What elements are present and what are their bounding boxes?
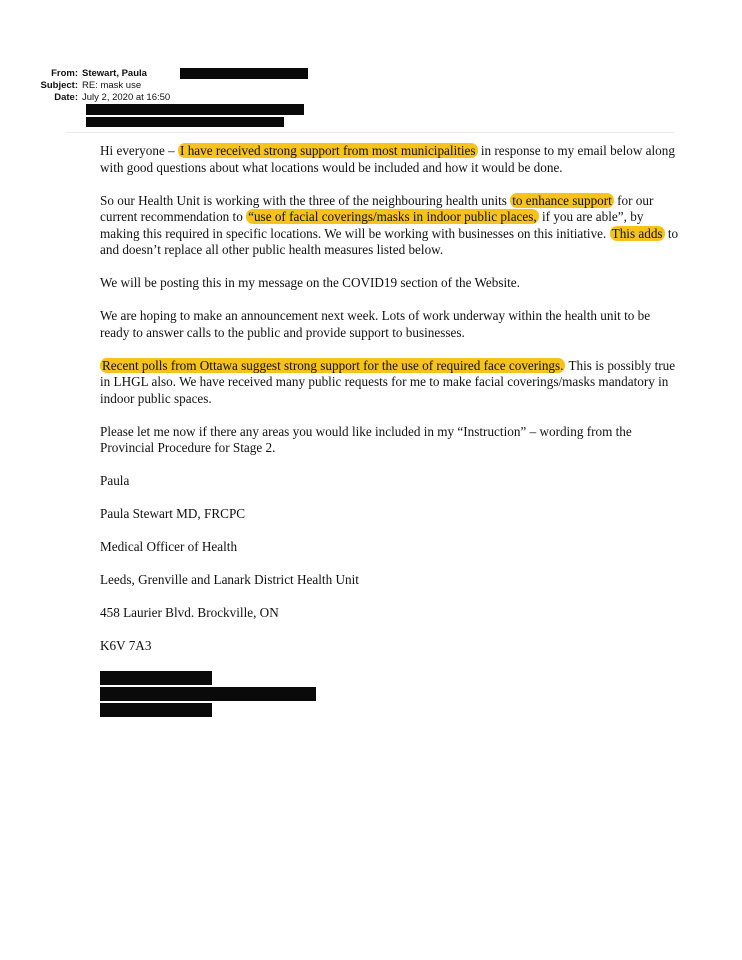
signature-postal: K6V 7A3 xyxy=(100,638,152,653)
p5-text-end: This is possibly true in LHGL also. We have received many public requests for me to make facial coverings/masks mandatory in indoor public spaces. xyxy=(100,357,676,406)
closing-name: Paula xyxy=(100,473,130,488)
signature-name: Paula Stewart MD, FRCPC xyxy=(100,506,246,521)
header-divider xyxy=(66,132,674,133)
paragraph-6: Please let me now if there any areas you would like included in my “Instruction” – wording from the Provincial Procedure for Stage 2. xyxy=(100,423,632,455)
email-body xyxy=(100,143,680,717)
p5-highlight: Recent polls from Ottawa suggest strong support for the use of required face coverings. xyxy=(102,357,564,373)
p2-highlight-3: This adds xyxy=(611,225,663,241)
p2-highlight-2: “use of facial coverings/masks in indoor public places, xyxy=(248,209,537,224)
signature-block xyxy=(100,506,680,717)
redaction-recipients-2 xyxy=(86,117,284,127)
paragraph-2 xyxy=(100,193,680,259)
p2-text-3: if you are able”, by making this required in specific locations. We will be working with businesses on this initiative. xyxy=(100,209,644,241)
redaction-recipients-1 xyxy=(86,104,304,115)
redaction-from-email xyxy=(180,68,308,79)
p1-text-end: in response to my email below along with good questions about what locations would be included and how it would be done. xyxy=(100,143,675,175)
p2-text-2: for our current recommendation to xyxy=(100,192,654,224)
paragraph-5 xyxy=(100,358,680,408)
signature-address: 458 Laurier Blvd. Brockville, ON xyxy=(100,605,279,620)
p2-text-1: So our Health Unit is working with the three of the neighbouring health units xyxy=(100,192,511,208)
date-row xyxy=(8,92,408,104)
redaction-signature-3 xyxy=(100,703,212,717)
from-value: Stewart, Paula xyxy=(82,68,147,79)
redaction-signature-2 xyxy=(100,687,316,701)
paragraph-4: We are hoping to make an announcement next week. Lots of work underway within the health unit to be ready to answer calls to the public and provide support to businesses. xyxy=(100,308,651,340)
signature-org: Leeds, Grenville and Lanark District Health Unit xyxy=(100,572,359,587)
signature-title: Medical Officer of Health xyxy=(100,539,238,554)
subject-row xyxy=(8,80,408,92)
paragraph-3: We will be posting this in my message on the COVID19 section of the Website. xyxy=(100,275,520,290)
paragraph-1 xyxy=(100,143,680,176)
date-label: Date: xyxy=(54,92,78,103)
p1-highlight: I have received strong support from most municipalities xyxy=(180,143,476,158)
redaction-signature-1 xyxy=(100,671,212,685)
from-label: From: xyxy=(51,68,78,79)
date-value: July 2, 2020 at 16:50 xyxy=(82,92,171,103)
p2-highlight-1: to enhance support xyxy=(512,192,612,208)
subject-label: Subject: xyxy=(40,80,78,91)
p2-text-4: to and doesn’t replace all other public health measures listed below. xyxy=(100,225,679,257)
subject-value: RE: mask use xyxy=(82,80,142,91)
p1-text-start: Hi everyone – xyxy=(100,143,178,158)
